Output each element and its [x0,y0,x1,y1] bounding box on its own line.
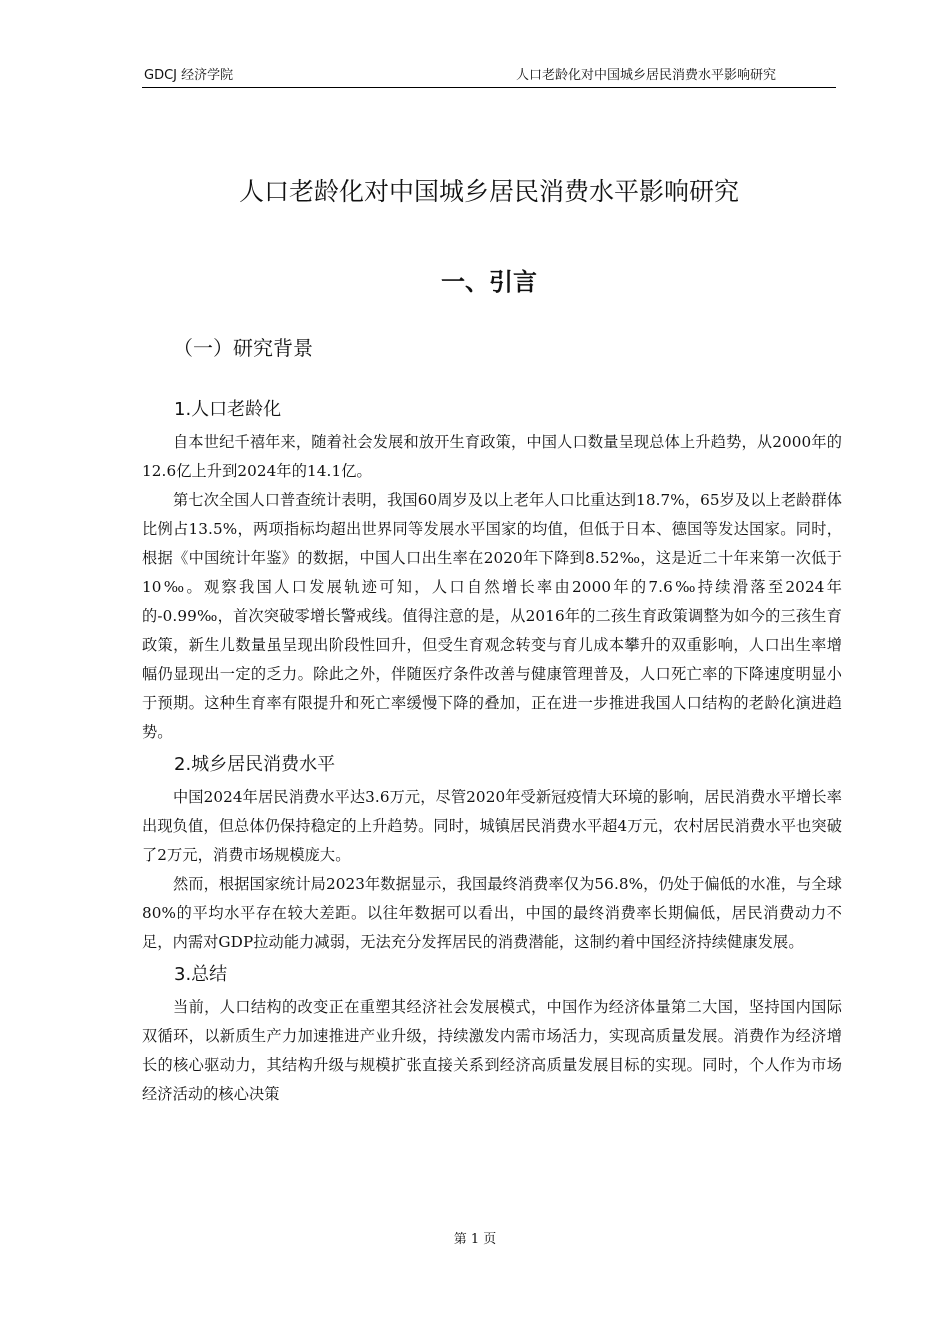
paragraph: 第七次全国人口普查统计表明，我国60周岁及以上老年人口比重达到18.7%，65岁及以上老龄群体比例占13.5%，两项指标均超出世界同等发展水平国家的均值，但低于日本、德国等发达国家。同时，根据《中国统计年鉴》的数据，中国人口出生率在2020年下降到8.52‰，这是近二十年来第一次低于10‰。观察我国人口发展轨迹可知，人口自然增长率由2000年的7.6‰持续滑落至2024年的-0.99‰，首次突破零增长警戒线。值得注意的是，从2016年的二孩生育政策调整为如今的三孩生育政策，新生儿数量虽呈现出阶段性回升，但受生育观念转变与育儿成本攀升的双重影响，人口出生率增幅仍显现出一定的乏力。除此之外，伴随医疗条件改善与健康管理普及，人口死亡率的下降速度明显小于预期。这种生育率有限提升和死亡率缓慢下降的叠加，正在进一步推进我国人口结构的老龄化演进趋势。 [142,491,842,741]
subsection-title: （一）研究背景 [173,336,313,360]
header-right-text: 人口老龄化对中国城乡居民消费水平影响研究 [515,68,776,83]
topic-consumption [142,747,842,957]
topic-heading: 1.人口老龄化 [174,399,282,420]
header-left-text: GDCJ 经济学院 [144,68,234,83]
paragraph: 中国2024年居民消费水平达3.6万元，尽管2020年受新冠疫情大环境的影响，居民消费水平增长率出现负值，但总体仍保持稳定的上升趋势。同时，城镇居民消费水平超4万元，农村居民消费水平也突破了2万元，消费市场规模庞大。 [142,788,842,864]
topic-heading: 2.城乡居民消费水平 [174,754,336,775]
body-content [142,392,842,1109]
topic-heading: 3.总结 [174,964,228,985]
topic-aging [142,392,842,747]
topic-summary [142,957,842,1109]
paragraph: 当前，人口结构的改变正在重塑其经济社会发展模式，中国作为经济体量第二大国，坚持国内国际双循环，以新质生产力加速推进产业升级，持续激发内需市场活力，实现高质量发展。消费作为经济增长的核心驱动力，其结构升级与规模扩张直接关系到经济高质量发展目标的实现。同时，个人作为市场经济活动的核心决策 [142,998,842,1103]
document-title: 人口老龄化对中国城乡居民消费水平影响研究 [238,177,739,206]
page-header [142,66,836,88]
paragraph: 然而，根据国家统计局2023年数据显示，我国最终消费率仅为56.8%，仍处于偏低的水准，与全球80%的平均水平存在较大差距。以往年数据可以看出，中国的最终消费率长期偏低，居民消费动力不足，内需对GDP拉动能力减弱，无法充分发挥居民的消费潜能，这制约着中国经济持续健康发展。 [142,875,842,951]
page-number: 第 1 页 [453,1232,497,1247]
paragraph: 自本世纪千禧年来，随着社会发展和放开生育政策，中国人口数量呈现总体上升趋势，从2000年的12.6亿上升到2024年的14.1亿。 [142,433,842,480]
section-title: 一、引言 [441,268,537,296]
